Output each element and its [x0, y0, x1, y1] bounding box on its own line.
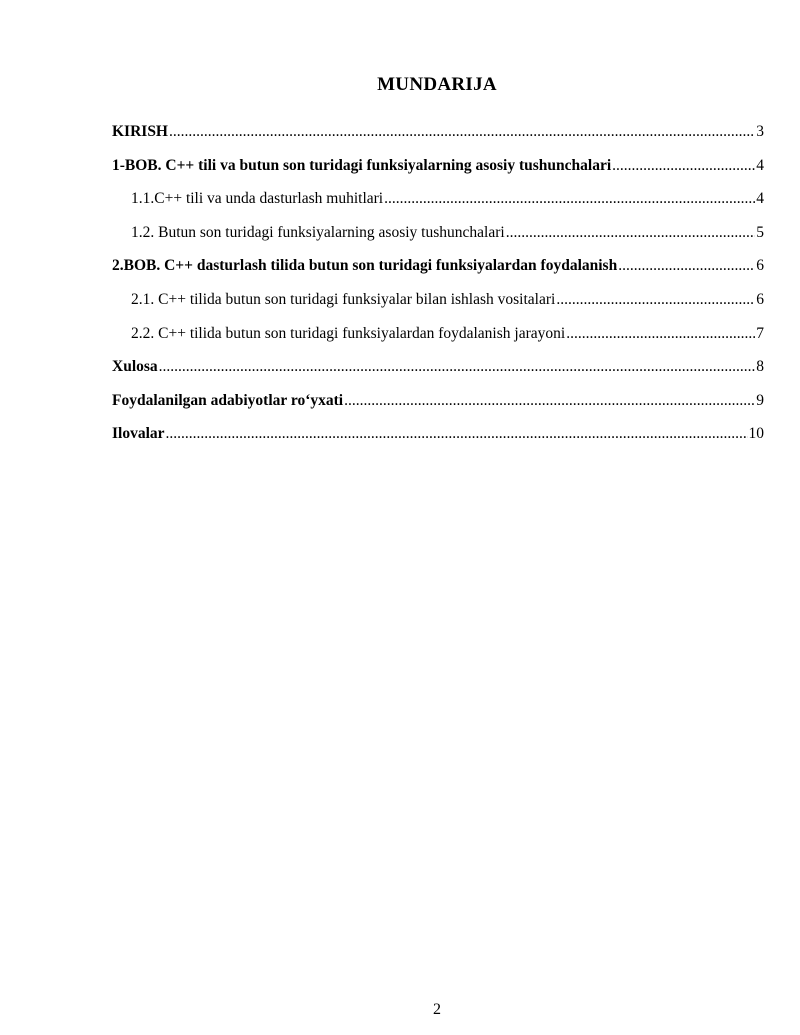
- toc-leader-dots: [612, 156, 755, 176]
- toc-entry-page: 10: [748, 425, 764, 443]
- toc-entry-section-2-1[interactable]: [112, 290, 764, 324]
- toc-entry-label: 1-BOB. C++ tili va butun son turidagi funksiyalarning asosiy tushunchalari: [112, 156, 612, 174]
- toc-entry-chapter-1[interactable]: [112, 156, 764, 190]
- toc-leader-dots: [566, 324, 755, 344]
- table-of-contents: [112, 122, 764, 458]
- toc-entry-page: 3: [756, 123, 764, 140]
- toc-leader-dots: [556, 290, 755, 310]
- toc-leader-dots: [159, 357, 756, 377]
- toc-entry-label: 2.2. C++ tilida butun son turidagi funksiyalardan foydalanish jarayoni: [131, 324, 566, 342]
- toc-entry-label: 2.1. C++ tilida butun son turidagi funksiyalar bilan ishlash vositalari: [131, 290, 556, 308]
- toc-leader-dots: [169, 122, 755, 142]
- toc-leader-dots: [506, 223, 756, 243]
- toc-entry-references[interactable]: [112, 391, 764, 425]
- toc-entry-page: 7: [756, 324, 764, 342]
- toc-entry-section-1-1[interactable]: [112, 189, 764, 223]
- toc-entry-label: 1.2. Butun son turidagi funksiyalarning asosiy tushunchalari: [131, 223, 505, 241]
- toc-leader-dots: [618, 256, 755, 276]
- toc-entry-kirish[interactable]: [112, 122, 764, 156]
- toc-entry-label: KIRISH: [112, 123, 168, 140]
- toc-leader-dots: [384, 189, 755, 209]
- toc-entry-ilovalar[interactable]: [112, 424, 764, 458]
- toc-entry-xulosa[interactable]: [112, 357, 764, 391]
- toc-entry-label: Foydalanilgan adabiyotlar ro‘yxati: [112, 391, 344, 409]
- document-title: MUNDARIJA: [377, 74, 497, 95]
- toc-entry-page: 8: [756, 358, 764, 376]
- toc-leader-dots: [344, 391, 755, 411]
- toc-entry-page: 4: [756, 156, 764, 174]
- toc-entry-label: 2.BOB. C++ dasturlash tilida butun son turidagi funksiyalardan foydalanish: [112, 257, 618, 275]
- toc-entry-chapter-2[interactable]: [112, 256, 764, 290]
- toc-entry-page: 4: [756, 190, 764, 208]
- toc-entry-section-2-2[interactable]: [112, 324, 764, 358]
- toc-entry-section-1-2[interactable]: [112, 223, 764, 257]
- toc-entry-label: Xulosa: [112, 358, 158, 376]
- toc-entry-label: 1.1.C++ tili va unda dasturlash muhitlari: [131, 190, 384, 208]
- toc-entry-page: 9: [756, 391, 764, 409]
- toc-leader-dots: [166, 424, 748, 444]
- page-number: 2: [433, 1001, 441, 1018]
- toc-entry-page: 5: [756, 223, 764, 241]
- toc-entry-label: Ilovalar: [112, 425, 165, 443]
- toc-entry-page: 6: [756, 290, 764, 308]
- toc-entry-page: 6: [756, 257, 764, 275]
